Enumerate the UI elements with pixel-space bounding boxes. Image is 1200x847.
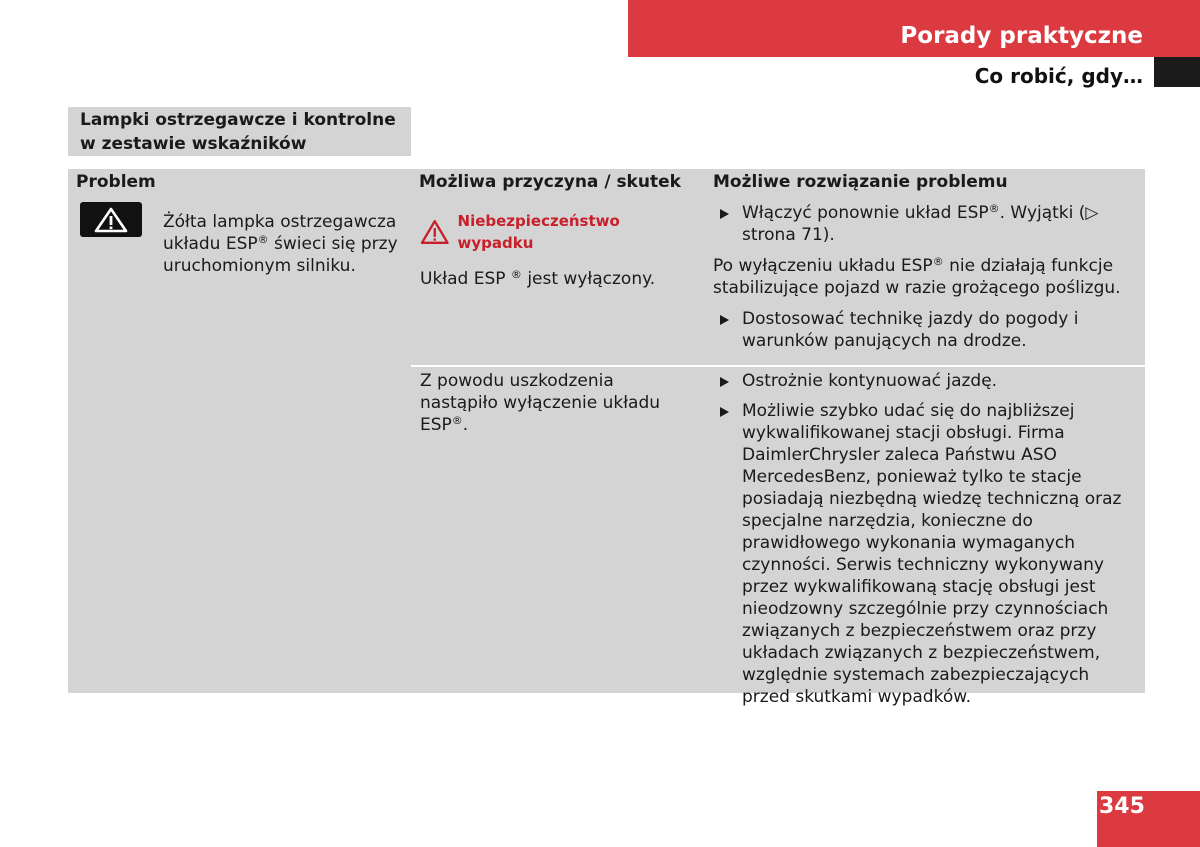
thumb-tab-marker <box>1154 57 1200 87</box>
cause-text-1: Układ ESP ® jest wyłączony. <box>420 268 656 289</box>
page-number: 345 <box>1097 791 1200 847</box>
bullet-arrow-icon <box>720 315 729 325</box>
solution-cell-2 <box>705 367 1145 707</box>
column-header-solution: Możliwe rozwiązanie problemu <box>705 169 1145 198</box>
section-banner <box>628 0 1200 57</box>
solution-note: Po wyłączeniu układu ESP® nie działają funkcje stabilizujące pojazd w razie grożącego poślizgu. <box>713 255 1121 298</box>
problem-description: Żółta lampka ostrzegawcza układu ESP® świeci się przy uruchomionym silniku. <box>163 212 398 276</box>
accident-warning-label: Niebezpieczeństwo wypadku <box>457 212 620 252</box>
solution-cell-1 <box>705 198 1145 365</box>
section-title: Porady praktyczne <box>900 23 1143 49</box>
solution-step-visit-service: Możliwie szybko udać się do najbliższej wykwalifikowanej stacji obsługi. Firma DaimlerChrysler zaleca Państwu ASO MercedesBenz, ponieważ tylko te stacje posiadają niezbędną wiedzę techniczną oraz specjalne narzędzia, konieczne do prawidłowego wykonania wymaganych czynności. Serwis techniczny wykonywany przez wykwalifikowaną stację obsługi jest nieodzowny szczególnie przy czynnościach związanych z bezpieczeństwem oraz przy układach związanych z bezpieczeństwem, względnie systemach zabezpieczających przed skutkami wypadków. <box>713 400 1137 708</box>
column-header-problem: Problem <box>68 169 411 198</box>
subsection-title: Co robić, gdy… <box>974 64 1143 88</box>
cause-cell-1 <box>411 198 705 365</box>
box-title: Lampki ostrzegawcze i kontrolne w zestawie wskaźników <box>68 107 411 156</box>
bullet-arrow-icon <box>720 377 729 387</box>
solution-step-enable-esp: Włączyć ponownie układ ESP®. Wyjątki (▷ strona 71). <box>713 202 1135 246</box>
accident-warning <box>420 210 697 254</box>
accident-warning-icon <box>420 219 450 245</box>
column-header-cause: Możliwa przyczyna / skutek <box>411 169 705 198</box>
warning-triangle-icon <box>80 202 142 237</box>
bullet-arrow-icon <box>720 209 729 219</box>
bullet-arrow-icon <box>720 407 729 417</box>
cause-cell-2: Z powodu uszkodzenia nastąpiło wyłączenie układu ESP®. <box>411 367 705 693</box>
solution-step-continue-carefully: Ostrożnie kontynuować jazdę. <box>713 370 1137 392</box>
solution-step-adjust-driving: Dostosować technikę jazdy do pogody i warunków panujących na drodze. <box>713 308 1135 352</box>
